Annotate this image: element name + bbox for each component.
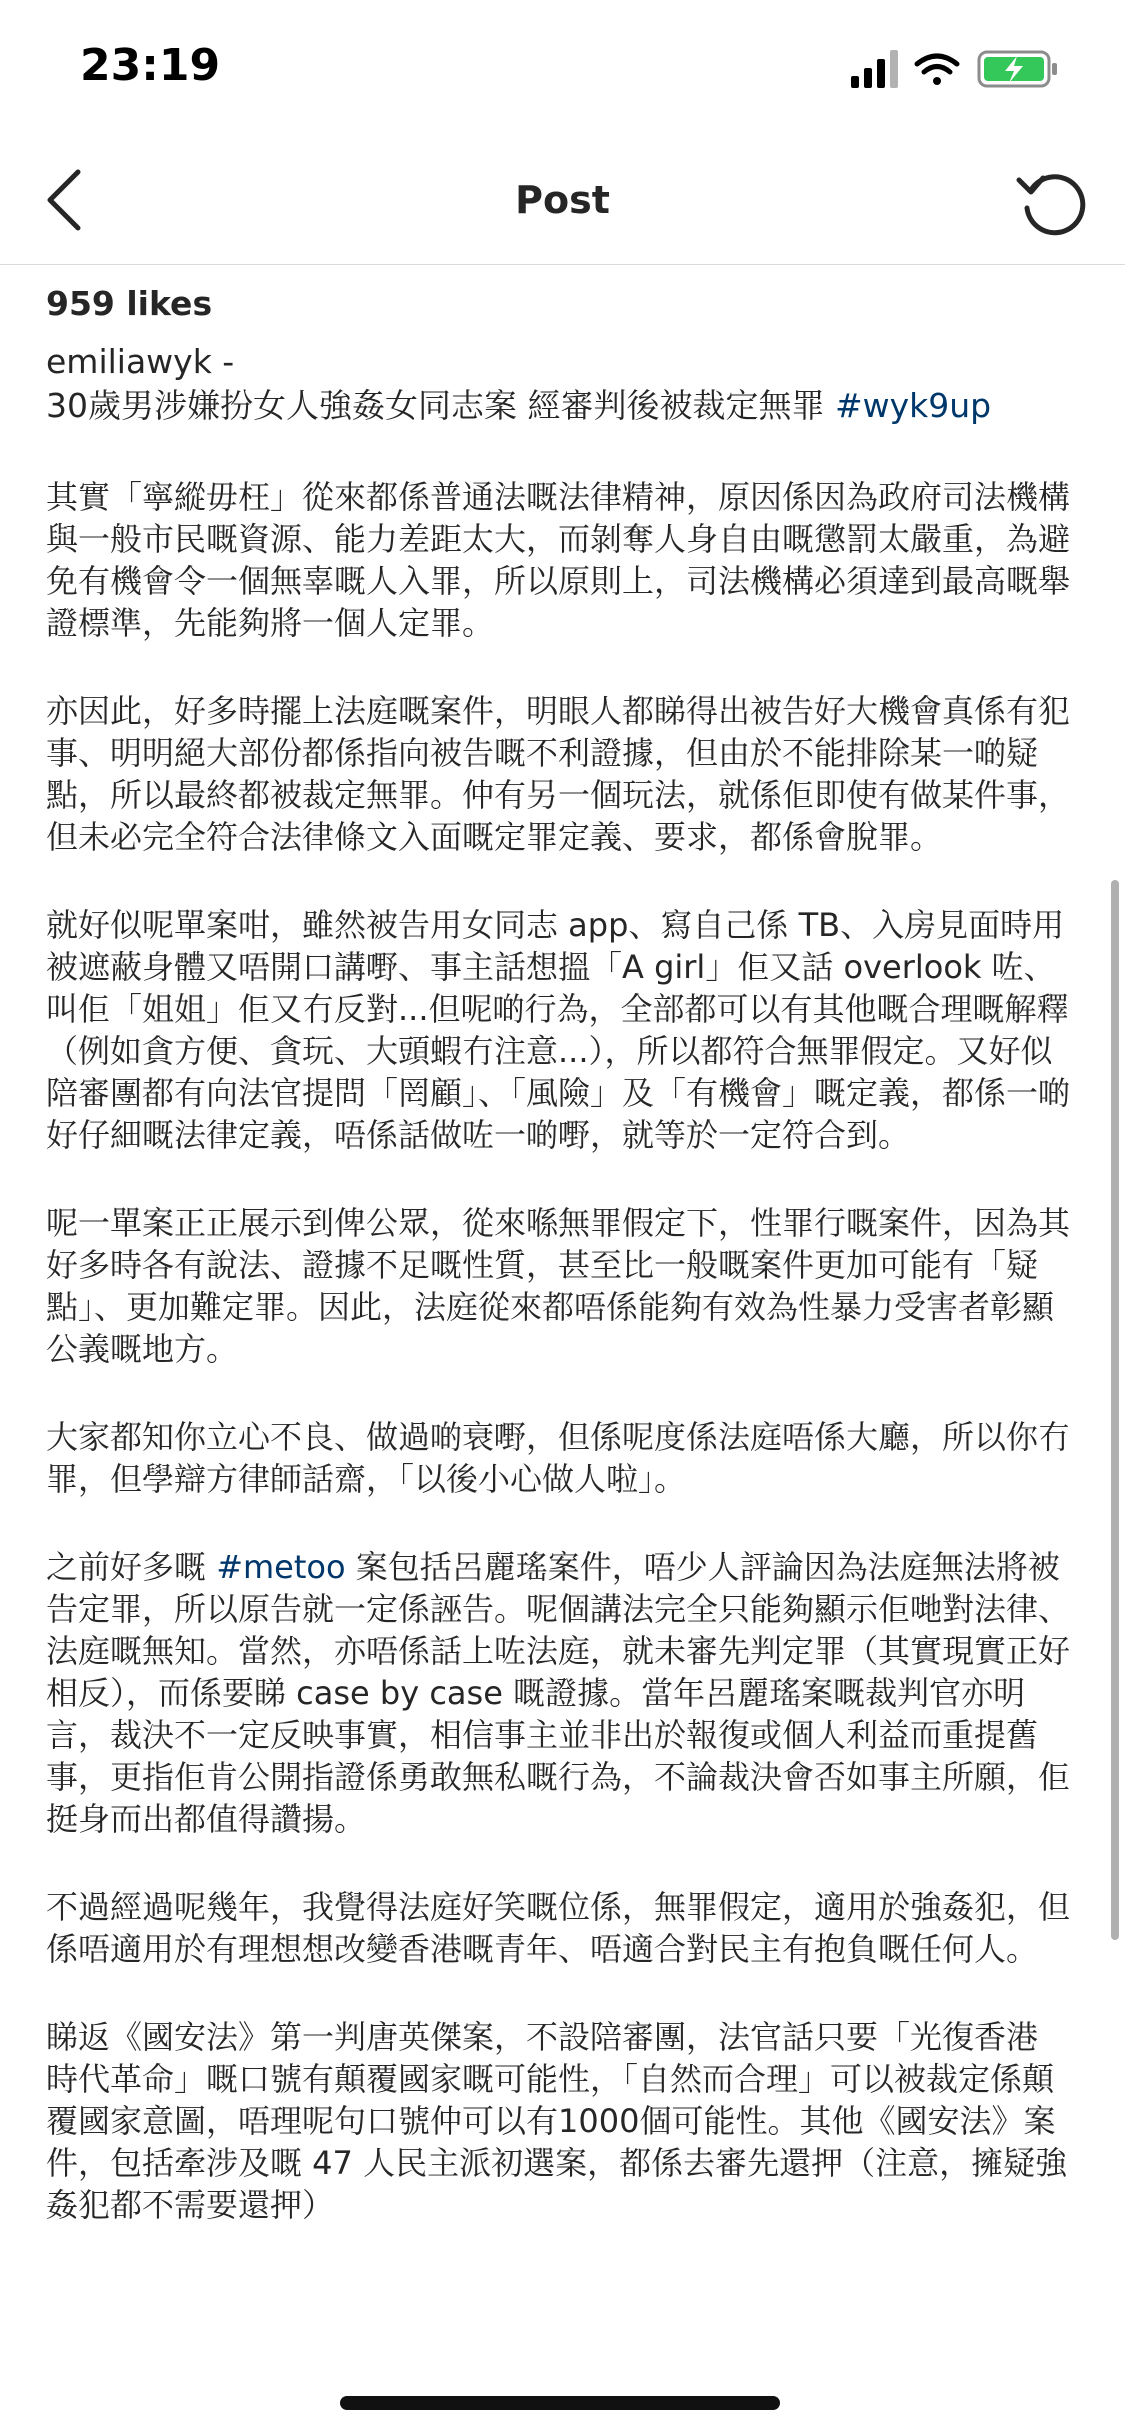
hashtag-link[interactable]: #wyk9up <box>834 386 992 425</box>
status-bar <box>0 0 1125 140</box>
caption-paragraph: 就好似呢單案咁，雖然被告用女同志 app、寫自己係 TB、入房見面時用被遮蔽身體又唔開口講嘢、事主話想搵「A girl」佢又話 overlook 咗、叫佢「姐姐」佢又冇反對...但呢啲行為，全部都可以有其他嘅合理嘅解釋（例如貪方便、貪玩、大頭蝦冇注意...），所以都符合無罪假定。又好似陪審團都有向法官提問「罔顧」、「風險」及「有機會」嘅定義，都係一啲好仔細嘅法律定義，唔係話做咗一啲嘢，就等於一定符合到。 <box>46 906 1071 1154</box>
caption-title <box>46 384 1076 428</box>
scrollbar[interactable] <box>1111 880 1119 1940</box>
home-indicator[interactable] <box>340 2396 780 2410</box>
status-icons <box>851 46 1081 94</box>
paragraph-text: 案包括呂麗瑤案件，唔少人評論因為法庭無法將被告定罪，所以原告就一定係誣告。呢個講法完全只能夠顯示佢哋對法律、法庭嘅無知。當然，亦唔係話上咗法庭，就未審先判定罪（其實現實正好相反），而係要睇 case by case 嘅證據。當年呂麗瑤案嘅裁判官亦明言，裁決不一定反映事實，相信事主並非出於報復或個人利益而重提舊事，更指佢肯公開指證係勇敢無私嘅行為，不論裁決會否如事主所願，佢挺身而出都值得讚揚。 <box>46 1548 1071 1838</box>
caption-paragraph: 不過經過呢幾年，我覺得法庭好笑嘅位係，無罪假定，適用於強姦犯，但係唔適用於有理想想改變香港嘅青年、唔適合對民主有抱負嘅任何人。 <box>46 1888 1071 1968</box>
cellular-signal-icon <box>851 50 898 88</box>
caption-paragraph: 大家都知你立心不良、做過啲衰嘢，但係呢度係法庭唔係大廳，所以你冇罪，但學辯方律師話齋，「以後小心做人啦」。 <box>46 1418 1071 1498</box>
post-content <box>46 282 1076 2436</box>
caption-header <box>46 340 1076 384</box>
nav-bar <box>0 140 1125 265</box>
battery-charging-icon <box>979 52 1057 86</box>
caption-paragraph: 呢一單案正正展示到俾公眾，從來喺無罪假定下，性罪行嘅案件，因為其好多時各有說法、證據不足嘅性質，甚至比一般嘅案件更加可能有「疑點」、更加難定罪。因此，法庭從來都唔係能夠有效為性暴力受害者彰顯公義嘅地方。 <box>46 1204 1071 1368</box>
paragraph-text: 之前好多嘅 <box>46 1548 217 1586</box>
caption-paragraph: 亦因此，好多時擺上法庭嘅案件，明眼人都睇得出被告好大機會真係有犯事、明明絕大部份都係指向被告嘅不利證據，但由於不能排除某一啲疑點，所以最終都被裁定無罪。仲有另一個玩法，就係佢即使有做某件事，但未必完全符合法律條文入面嘅定罪定義、要求，都係會脫罪。 <box>46 692 1071 856</box>
hashtag-link[interactable]: #metoo <box>216 1548 346 1586</box>
caption-paragraph-metoo <box>46 1546 1076 1840</box>
page-title: Post <box>515 178 610 222</box>
caption-paragraph: 睇返《國安法》第一判唐英傑案，不設陪審團，法官話只要「光復香港 時代革命」嘅口號有顛覆國家嘅可能性，「自然而合理」可以被裁定係顛覆國家意圖，唔理呢句口號仲可以有1000個可能性。其他《國安法》案件，包括牽涉及嘅 47 人民主派初選案，都係去審先還押（注意，擁疑強姦犯都不需要還押） <box>46 2018 1068 2224</box>
caption-title-text: 30歲男涉嫌扮女人強姦女同志案 經審判後被裁定無罪 <box>46 386 835 425</box>
username[interactable]: emiliawyk <box>46 342 212 381</box>
refresh-button[interactable] <box>1011 160 1095 244</box>
status-time: 23:19 <box>80 40 221 91</box>
likes-count[interactable]: 959 likes <box>46 284 213 323</box>
wifi-icon <box>917 56 957 85</box>
caption-paragraph: 其實「寧縱毋枉」從來都係普通法嘅法律精神，原因係因為政府司法機構與一般市民嘅資源、能力差距太大，而剝奪人身自由嘅懲罰太嚴重，為避免有機會令一個無辜嘅人入罪，所以原則上，司法機構必須達到最高嘅舉證標準，先能夠將一個人定罪。 <box>46 478 1071 642</box>
refresh-icon <box>1011 160 1095 244</box>
caption-separator: - <box>211 342 235 381</box>
